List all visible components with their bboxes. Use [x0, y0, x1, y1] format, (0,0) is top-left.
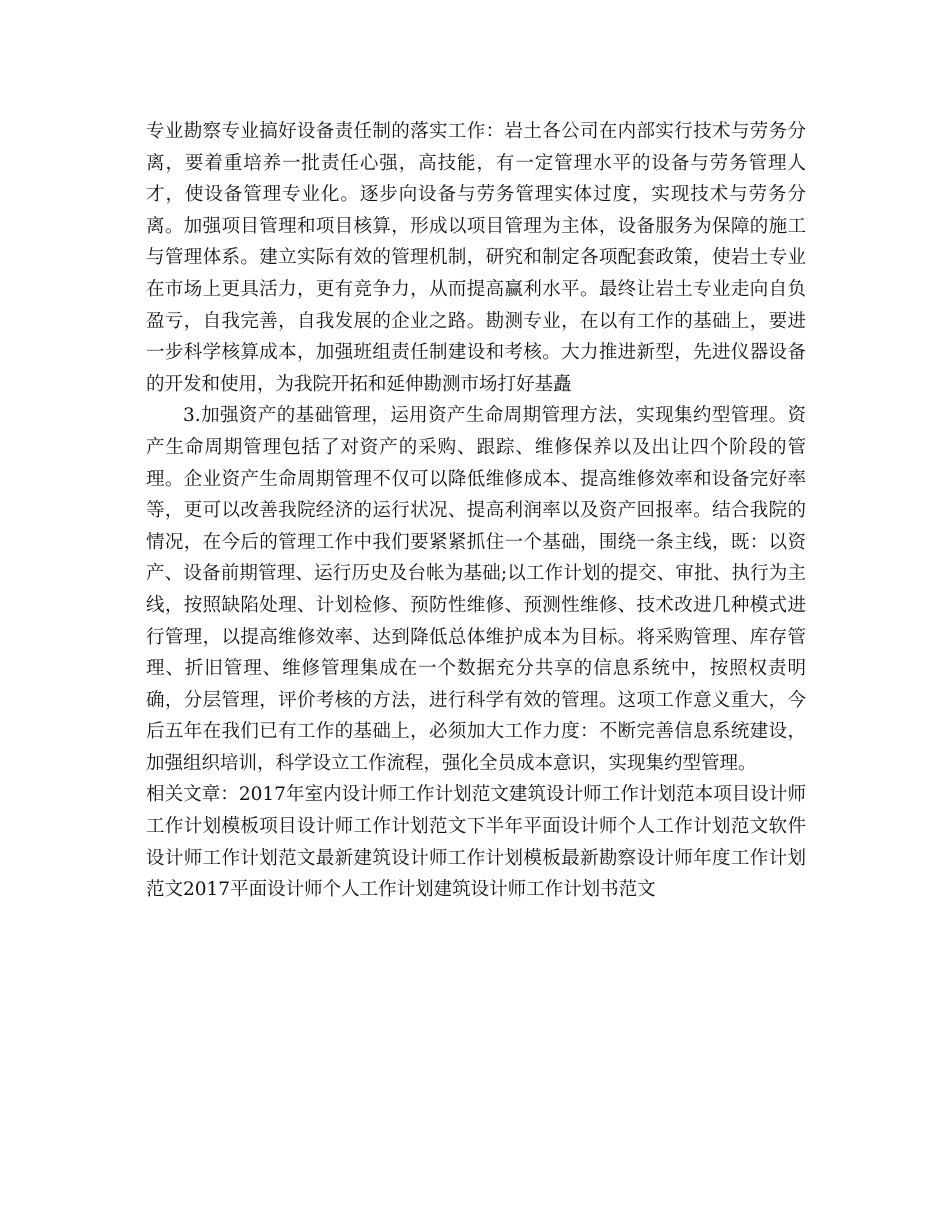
body-paragraph-equipment-responsibility: 专业勘察专业搞好设备责任制的落实工作：岩土各公司在内部实行技术与劳务分离，要着重培养一批责任心强，高技能，有一定管理水平的设备与劳务管理人才，使设备管理专业化。逐步向设备与劳务管理实体过度，实现技术与劳务分离。加强项目管理和项目核算，形成以项目管理为主体，设备服务为保障的施工与管理体系。建立实际有效的管理机制，研究和制定各项配套政策，使岩土专业在市场上更具活力，更有竞争力，从而提高赢利水平。最终让岩土专业走向自负盈亏，自我完善，自我发展的企业之路。勘测专业，在以有工作的基础上，要进一步科学核算成本，加强班组责任制建设和考核。大力推进新型，先进仪器设备的开发和使用，为我院开拓和延伸勘测市场打好基矗 [146, 121, 806, 395]
related-articles: 相关文章：2017年室内设计师工作计划范文建筑设计师工作计划范本项目设计师工作计划模板项目设计师工作计划范文下半年平面设计师个人工作计划范文软件设计师工作计划范文最新建筑设计师工作计划模板最新勘察设计师年度工作计划范文2017平面设计师个人工作计划建筑设计师工作计划书范文 [146, 784, 806, 901]
body-paragraph-asset-management: 3.加强资产的基础管理，运用资产生命周期管理方法，实现集约型管理。资产生命周期管理包括了对资产的采购、跟踪、维修保养以及出让四个阶段的管理。企业资产生命周期管理不仅可以降低维修成本、提高维修效率和设备完好率等，更可以改善我院经济的运行状况、提高利润率以及资产回报率。结合我院的情况，在今后的管理工作中我们要紧紧抓住一个基础，围绕一条主线，既：以资产、设备前期管理、运行历史及台帐为基础;以工作计划的提交、审批、执行为主线，按照缺陷处理、计划检修、预防性维修、预测性维修、技术改进几种模式进行管理，以提高维修效率、达到降低总体维护成本为目标。将采购管理、库存管理、折旧管理、维修管理集成在一个数据充分共享的信息系统中，按照权责明确，分层管理，评价考核的方法，进行科学有效的管理。这项工作意义重大，今后五年在我们已有工作的基础上，必须加大工作力度：不断完善信息系统建设，加强组织培训，科学设立工作流程，强化全员成本意识，实现集约型管理。 [146, 405, 806, 774]
document-page [146, 116, 806, 906]
